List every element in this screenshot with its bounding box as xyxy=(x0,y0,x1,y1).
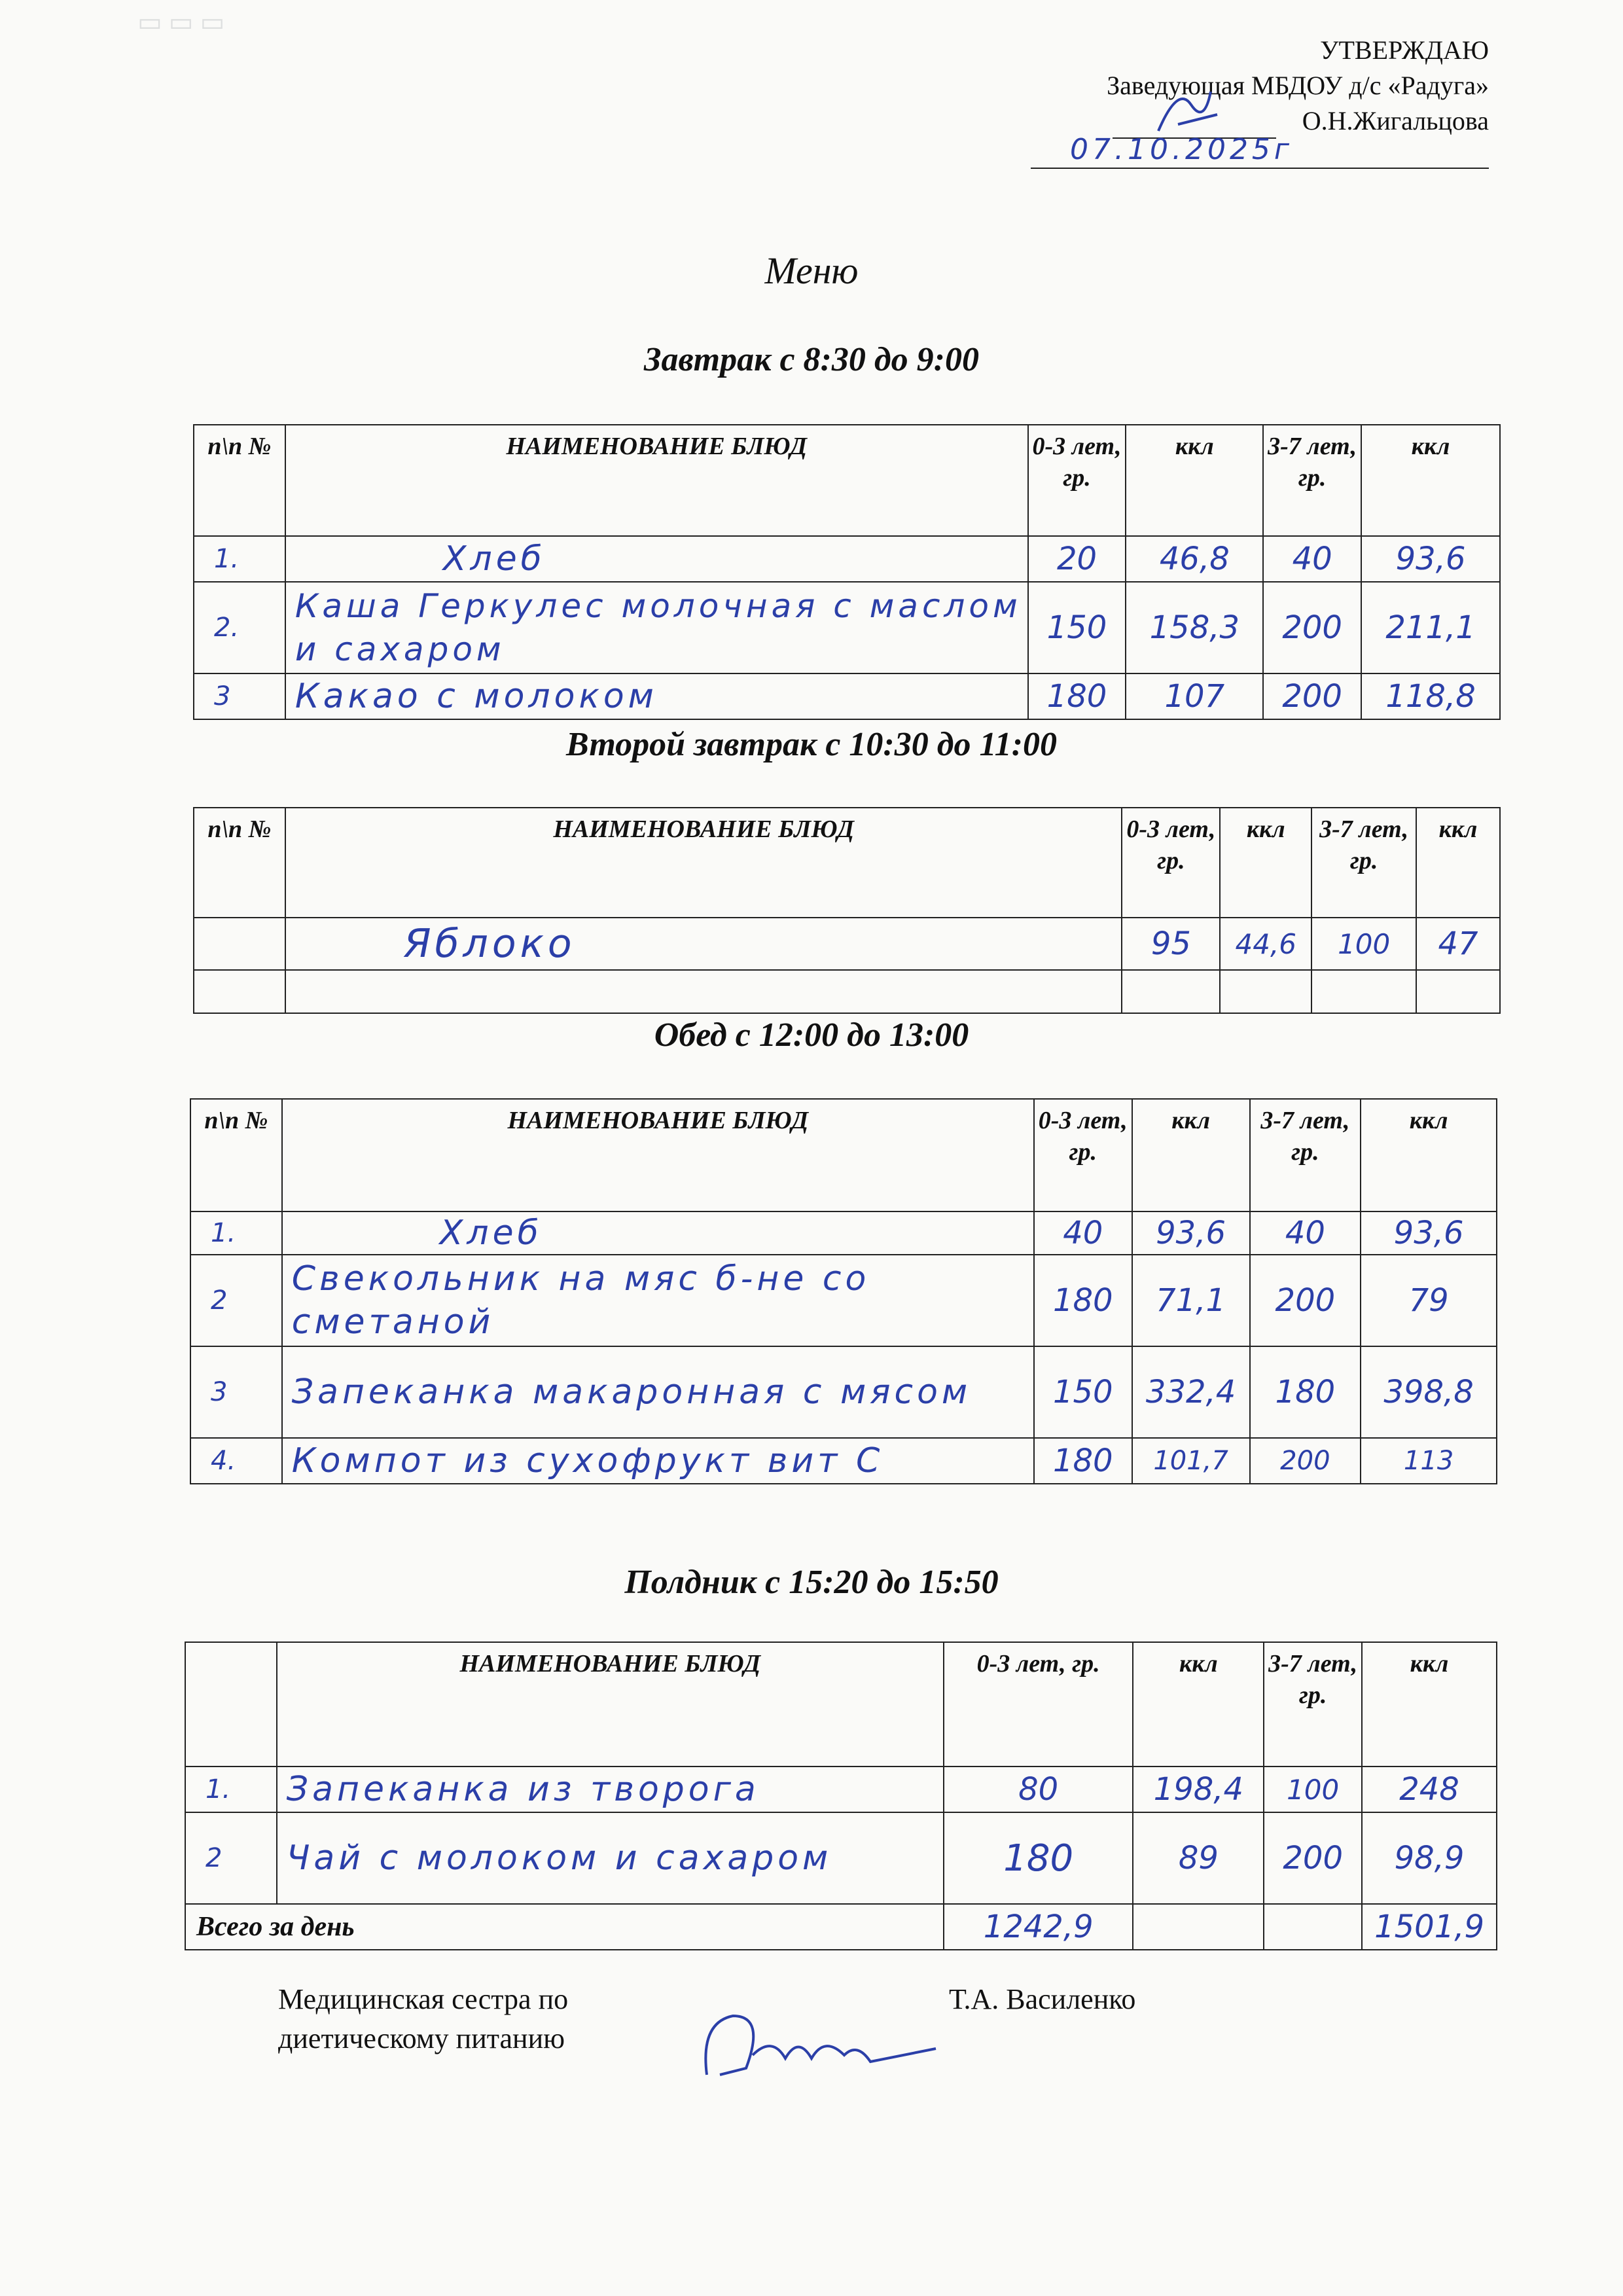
row-num: 2. xyxy=(194,582,285,673)
table-row xyxy=(194,582,1500,673)
snack-title: Полдник с 15:20 до 15:50 xyxy=(624,1564,999,1601)
table-total-row xyxy=(185,1904,1497,1950)
col-name: НАИМЕНОВАНИЕ БЛЮД xyxy=(282,1099,1034,1211)
table-row xyxy=(190,1211,1497,1255)
grams-3-7: 200 xyxy=(1250,1438,1361,1484)
col-age1: 0-3 лет, гр. xyxy=(944,1642,1133,1767)
kcal-0-3: 89 xyxy=(1133,1812,1264,1904)
dish-name: Запеканка из творога xyxy=(277,1767,944,1812)
dish-name: Каша Геркулес молочная с маслом и сахаром xyxy=(285,582,1028,673)
dish-name: Свекольник на мяс б-не со сметаной xyxy=(282,1255,1034,1346)
col-name: НАИМЕНОВАНИЕ БЛЮД xyxy=(285,425,1028,536)
table-row xyxy=(190,1346,1497,1438)
bleed-through-stamp: ▭ ▭ ▭ xyxy=(137,7,225,37)
kcal-3-7: 398,8 xyxy=(1361,1346,1497,1438)
kcal-0-3: 158,3 xyxy=(1126,582,1263,673)
approval-block xyxy=(1018,33,1489,178)
col-age2: 3-7 лет, гр. xyxy=(1250,1099,1361,1211)
table-header xyxy=(194,425,1500,536)
col-age1: 0-3 лет, гр. xyxy=(1028,425,1126,536)
grams-0-3: 150 xyxy=(1034,1346,1132,1438)
kcal-0-3: 101,7 xyxy=(1132,1438,1250,1484)
table-header xyxy=(190,1099,1497,1211)
row-num: 3 xyxy=(194,673,285,719)
table-header xyxy=(194,808,1500,918)
grams-3-7: 40 xyxy=(1263,536,1361,582)
total-3-7: 1501,9 xyxy=(1362,1904,1497,1950)
dish-name: Чай с молоком и сахаром xyxy=(277,1812,944,1904)
row-num xyxy=(194,918,285,970)
date-line xyxy=(1031,133,1489,169)
row-num: 3 xyxy=(190,1346,282,1438)
approval-date: 07.10.2025г xyxy=(1070,133,1294,166)
kcal-3-7: 211,1 xyxy=(1361,582,1500,673)
table-row-empty xyxy=(194,970,1500,1013)
col-name: НАИМЕНОВАНИЕ БЛЮД xyxy=(277,1642,944,1767)
table-row xyxy=(190,1255,1497,1346)
footer-position-line2: диетическому питанию xyxy=(278,2022,565,2054)
grams-3-7: 200 xyxy=(1263,673,1361,719)
row-num: 1. xyxy=(190,1211,282,1255)
col-num: n\n № xyxy=(194,425,285,536)
kcal-3-7: 113 xyxy=(1361,1438,1497,1484)
grams-0-3: 20 xyxy=(1028,536,1126,582)
row-num: 1. xyxy=(194,536,285,582)
nurse-signature xyxy=(694,1996,942,2094)
page-title: Меню xyxy=(764,249,859,292)
approval-heading: УТВЕРЖДАЮ xyxy=(1320,35,1489,65)
kcal-3-7: 79 xyxy=(1361,1255,1497,1346)
dish-name: Яблоко xyxy=(285,918,1122,970)
grams-0-3: 180 xyxy=(944,1812,1133,1904)
kcal-0-3: 107 xyxy=(1126,673,1263,719)
approval-name: О.Н.Жигальцова xyxy=(1302,106,1489,135)
col-kcal1: ккл xyxy=(1132,1099,1250,1211)
breakfast-title: Завтрак с 8:30 до 9:00 xyxy=(643,341,979,378)
dish-name: Запеканка макаронная с мясом xyxy=(282,1346,1034,1438)
col-age2: 3-7 лет, гр. xyxy=(1264,1642,1362,1767)
table-row xyxy=(185,1812,1497,1904)
grams-0-3: 180 xyxy=(1034,1438,1132,1484)
lunch-title: Обед с 12:00 до 13:00 xyxy=(654,1016,969,1054)
dish-name: Хлеб xyxy=(282,1211,1034,1255)
snack-table xyxy=(185,1641,1497,1950)
kcal-0-3: 71,1 xyxy=(1132,1255,1250,1346)
grams-3-7: 40 xyxy=(1250,1211,1361,1255)
col-age2: 3-7 лет, гр. xyxy=(1311,808,1416,918)
col-kcal1: ккл xyxy=(1133,1642,1264,1767)
approval-position: Заведующая МБДОУ д/с «Радуга» xyxy=(1107,71,1489,100)
lunch-table xyxy=(190,1098,1497,1484)
col-num xyxy=(185,1642,277,1767)
table-header xyxy=(185,1642,1497,1767)
col-age2: 3-7 лет, гр. xyxy=(1263,425,1361,536)
grams-0-3: 95 xyxy=(1122,918,1220,970)
row-num: 2 xyxy=(185,1812,277,1904)
breakfast-table xyxy=(193,424,1501,720)
dish-name: Компот из сухофрукт вит С xyxy=(282,1438,1034,1484)
table-row xyxy=(190,1438,1497,1484)
kcal-3-7: 118,8 xyxy=(1361,673,1500,719)
row-num: 2 xyxy=(190,1255,282,1346)
col-age1: 0-3 лет, гр. xyxy=(1034,1099,1132,1211)
col-kcal2: ккл xyxy=(1361,1099,1497,1211)
grams-3-7: 200 xyxy=(1264,1812,1362,1904)
col-kcal1: ккл xyxy=(1220,808,1311,918)
grams-0-3: 180 xyxy=(1028,673,1126,719)
col-kcal2: ккл xyxy=(1416,808,1500,918)
kcal-3-7: 98,9 xyxy=(1362,1812,1497,1904)
dish-name: Хлеб xyxy=(285,536,1028,582)
col-kcal2: ккл xyxy=(1362,1642,1497,1767)
grams-3-7: 100 xyxy=(1264,1767,1362,1812)
row-num: 4. xyxy=(190,1438,282,1484)
col-age1: 0-3 лет, гр. xyxy=(1122,808,1220,918)
table-row xyxy=(194,536,1500,582)
kcal-3-7: 93,6 xyxy=(1361,536,1500,582)
kcal-3-7: 47 xyxy=(1416,918,1500,970)
grams-0-3: 150 xyxy=(1028,582,1126,673)
kcal-0-3: 198,4 xyxy=(1133,1767,1264,1812)
grams-0-3: 80 xyxy=(944,1767,1133,1812)
table-row xyxy=(185,1767,1497,1812)
kcal-3-7: 93,6 xyxy=(1361,1211,1497,1255)
grams-0-3: 180 xyxy=(1034,1255,1132,1346)
grams-3-7: 200 xyxy=(1250,1255,1361,1346)
grams-3-7: 100 xyxy=(1311,918,1416,970)
col-num: n\n № xyxy=(190,1099,282,1211)
second-breakfast-table xyxy=(193,807,1501,1014)
kcal-0-3: 44,6 xyxy=(1220,918,1311,970)
kcal-0-3: 332,4 xyxy=(1132,1346,1250,1438)
kcal-3-7: 248 xyxy=(1362,1767,1497,1812)
second-breakfast-title: Второй завтрак с 10:30 до 11:00 xyxy=(566,726,1057,763)
col-name: НАИМЕНОВАНИЕ БЛЮД xyxy=(285,808,1122,918)
kcal-0-3: 93,6 xyxy=(1132,1211,1250,1255)
col-kcal1: ккл xyxy=(1126,425,1263,536)
row-num: 1. xyxy=(185,1767,277,1812)
kcal-0-3: 46,8 xyxy=(1126,536,1263,582)
table-row xyxy=(194,918,1500,970)
col-kcal2: ккл xyxy=(1361,425,1500,536)
footer-name: Т.А. Василенко xyxy=(949,1983,1136,2015)
footer-position-line1: Медицинская сестра по xyxy=(278,1983,569,2015)
total-0-3: 1242,9 xyxy=(944,1904,1133,1950)
grams-0-3: 40 xyxy=(1034,1211,1132,1255)
total-label: Всего за день xyxy=(185,1904,944,1950)
grams-3-7: 200 xyxy=(1263,582,1361,673)
col-num: n\n № xyxy=(194,808,285,918)
dish-name: Какао с молоком xyxy=(285,673,1028,719)
footer-position xyxy=(278,1980,568,2058)
approval-date-row xyxy=(1018,133,1489,178)
table-row xyxy=(194,673,1500,719)
grams-3-7: 180 xyxy=(1250,1346,1361,1438)
